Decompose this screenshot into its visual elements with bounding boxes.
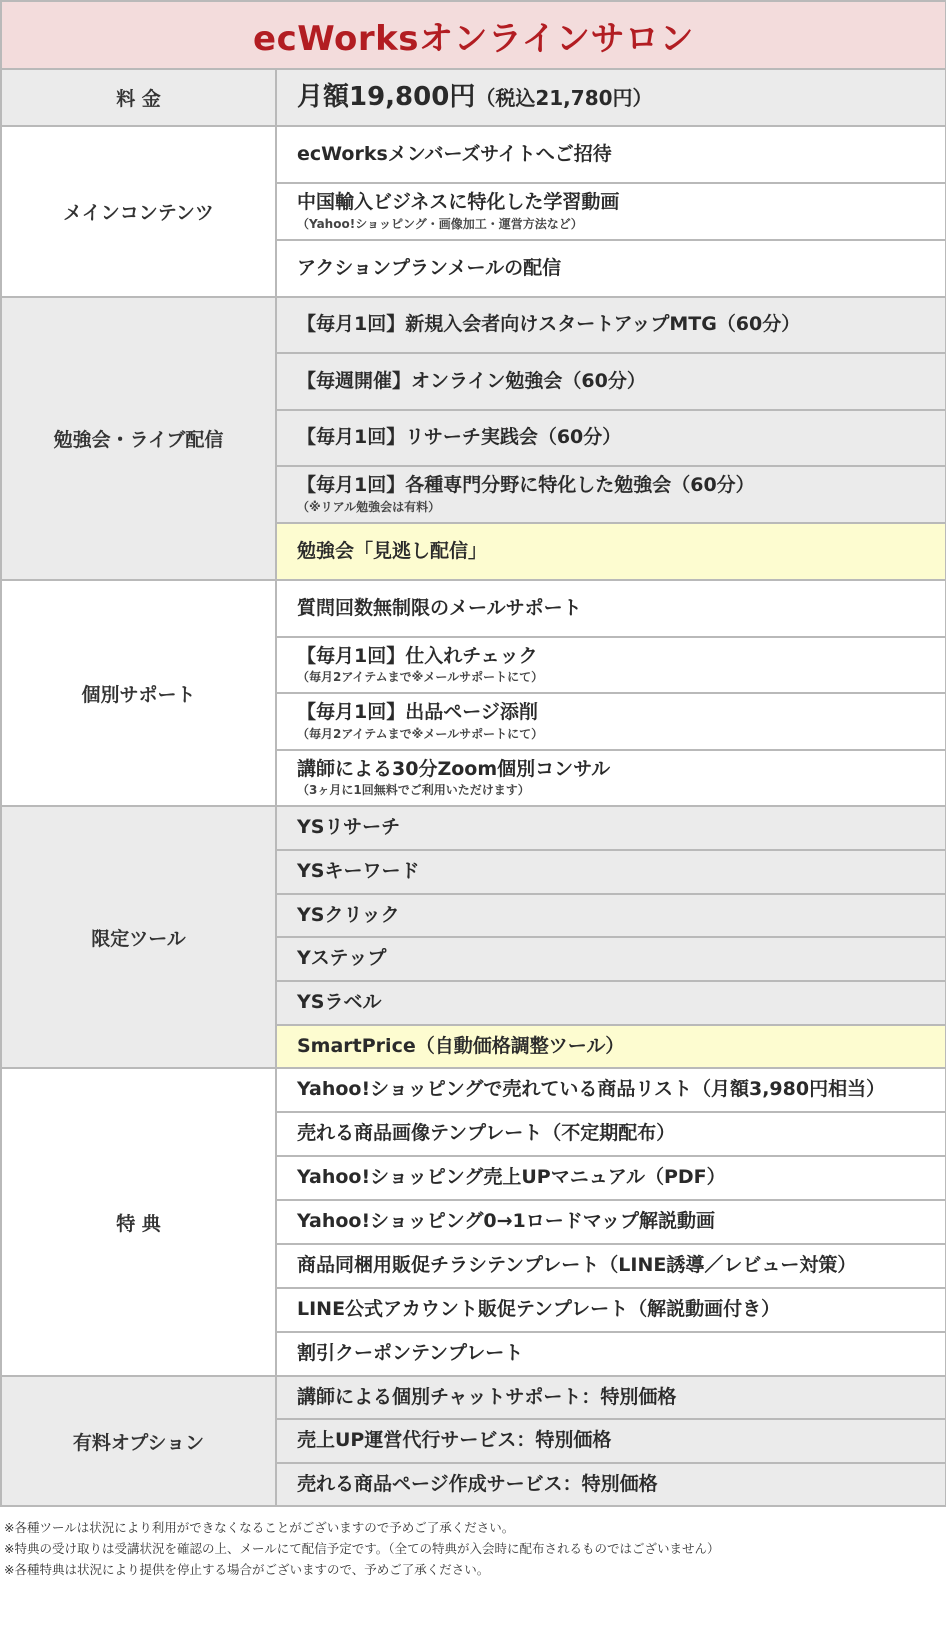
feature-item: [276, 1112, 946, 1156]
price-value: [276, 69, 946, 126]
feature-item: [276, 297, 946, 353]
feature-text: 売れる商品ページ作成サービス：特別価格: [297, 1472, 658, 1495]
feature-text: ecWorksメンバーズサイトへご招待: [297, 142, 612, 165]
feature-note: （3ヶ月に1回無料でご利用いただけます）: [297, 783, 530, 798]
footnote: ※各種ツールは状況により利用ができなくなることがございますので予めご了承ください。: [4, 1520, 515, 1535]
feature-item: [276, 637, 946, 693]
feature-item: [276, 806, 946, 850]
section-row: [1, 126, 946, 183]
feature-item: [276, 1288, 946, 1332]
feature-text: Yahoo!ショッピング0→1ロードマップ解説動画: [297, 1210, 715, 1233]
section-label: 個別サポート: [1, 580, 276, 806]
feature-text: 【毎月1回】出品ページ添削: [297, 701, 538, 724]
price-tax: （税込21,780円）: [475, 86, 653, 111]
feature-text: 勉強会「見逃し配信」: [297, 539, 488, 562]
feature-text: 【毎月1回】仕入れチェック: [297, 644, 538, 667]
feature-item: [276, 523, 946, 580]
feature-text: 【毎月1回】リサーチ実践会（60分）: [297, 426, 622, 449]
feature-text: LINE公式アカウント販促テンプレート（解説動画付き）: [297, 1298, 781, 1321]
feature-text: YSリサーチ: [297, 816, 401, 839]
feature-item: [276, 126, 946, 183]
feature-note: （Yahoo!ショッピング・画像加工・運営方法など）: [297, 216, 583, 231]
feature-item: [276, 1419, 946, 1463]
feature-item: [276, 693, 946, 750]
feature-text: 売上UP運営代行サービス：特別価格: [297, 1429, 612, 1452]
feature-text: YSキーワード: [297, 860, 420, 883]
feature-text: 売れる商品画像テンプレート（不定期配布）: [297, 1122, 676, 1145]
section-row: [1, 580, 946, 637]
feature-text: 【毎週開催】オンライン勉強会（60分）: [297, 369, 646, 392]
feature-item: [276, 1244, 946, 1288]
feature-item: [276, 850, 946, 894]
feature-item: [276, 240, 946, 297]
footnote: ※特典の受け取りは受講状況を確認の上、メールにて配信予定です。（全ての特典が入会時に配布されるものではございません）: [4, 1541, 720, 1556]
feature-text: 【毎月1回】新規入会者向けスタートアップMTG（60分）: [297, 313, 801, 336]
feature-item: [276, 894, 946, 937]
feature-note: （※リアル勉強会は有料）: [297, 499, 441, 514]
feature-text: Yahoo!ショッピング売上UPマニュアル（PDF）: [297, 1166, 726, 1189]
feature-item: [276, 1156, 946, 1200]
plan-table-body: [1, 1, 946, 1506]
feature-item: [276, 1332, 946, 1376]
feature-text: YSラベル: [297, 991, 382, 1014]
feature-item: [276, 1025, 946, 1068]
feature-text: アクションプランメールの配信: [297, 256, 562, 279]
section-row: [1, 1376, 946, 1419]
feature-text: 【毎月1回】各種専門分野に特化した勉強会（60分）: [297, 474, 755, 497]
feature-item: [276, 353, 946, 410]
section-label: 特 典: [1, 1068, 276, 1376]
price-main: 月額19,800円: [297, 82, 476, 113]
feature-item: [276, 1463, 946, 1506]
feature-item: [276, 466, 946, 523]
footnote: ※各種特典は状況により提供を停止する場合がございますので、予めご了承ください。: [4, 1562, 490, 1577]
feature-text: YSクリック: [297, 903, 400, 926]
feature-note: （毎月2アイテムまで※メールサポートにて）: [297, 726, 544, 741]
price-label: 料 金: [1, 69, 276, 126]
feature-item: [276, 937, 946, 981]
feature-text: SmartPrice（自動価格調整ツール）: [297, 1034, 625, 1057]
feature-item: [276, 1200, 946, 1244]
feature-text: Yステップ: [297, 947, 387, 970]
page-title: ecWorksオンラインサロン: [1, 1, 946, 69]
feature-text: 商品同梱用販促チラシテンプレート（LINE誘導／レビュー対策）: [297, 1254, 857, 1277]
feature-item: [276, 1068, 946, 1112]
section-row: [1, 1068, 946, 1112]
section-row: [1, 806, 946, 850]
feature-text: 中国輸入ビジネスに特化した学習動画: [297, 191, 620, 214]
section-label: 限定ツール: [1, 806, 276, 1068]
feature-text: 講師による30分Zoom個別コンサル: [297, 757, 611, 780]
feature-item: [276, 981, 946, 1025]
price-row: [1, 69, 946, 126]
feature-item: [276, 1376, 946, 1419]
section-row: [1, 297, 946, 353]
feature-text: 質問回数無制限のメールサポート: [297, 596, 582, 619]
section-label: 有料オプション: [1, 1376, 276, 1506]
feature-text: 割引クーポンテンプレート: [297, 1342, 524, 1365]
title-row: [1, 1, 946, 69]
feature-item: [276, 183, 946, 240]
section-label: 勉強会・ライブ配信: [1, 297, 276, 580]
footnotes: [0, 1517, 946, 1580]
feature-text: 講師による個別チャットサポート：特別価格: [297, 1385, 677, 1408]
feature-note: （毎月2アイテムまで※メールサポートにて）: [297, 670, 544, 685]
feature-item: [276, 410, 946, 466]
section-label: メインコンテンツ: [1, 126, 276, 297]
feature-text: Yahoo!ショッピングで売れている商品リスト（月額3,980円相当）: [297, 1078, 886, 1101]
feature-item: [276, 750, 946, 806]
feature-item: [276, 580, 946, 637]
